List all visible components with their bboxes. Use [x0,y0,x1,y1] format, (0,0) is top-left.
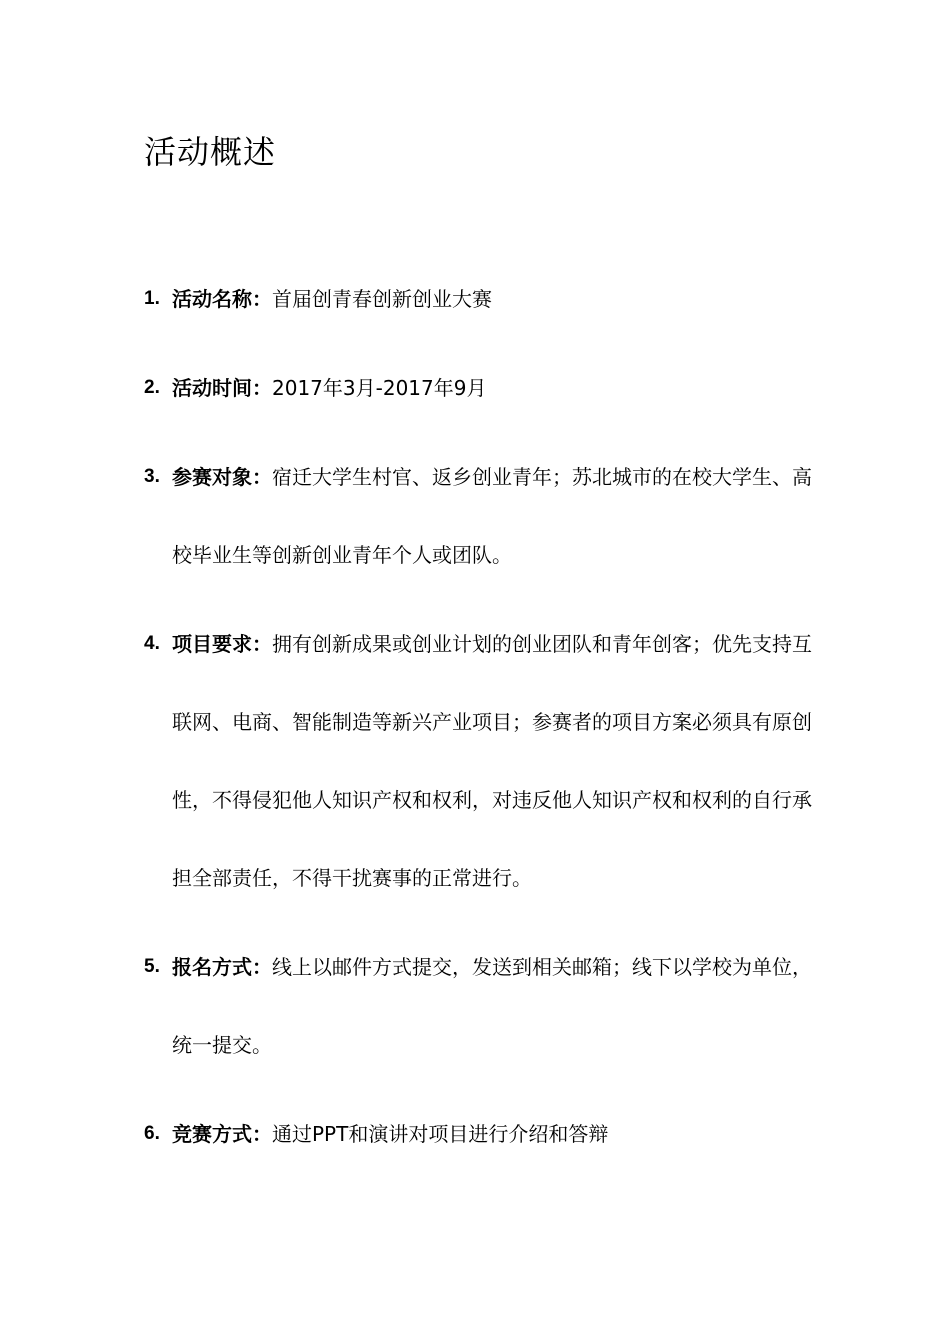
list-item-participants [144,438,814,594]
item-text: 通过PPT和演讲对项目进行介绍和答辩 [272,1122,609,1146]
list-item-registration [144,928,814,1084]
item-label: 报名方式： [172,955,272,979]
list-item-format [144,1095,814,1173]
item-label: 项目要求： [172,632,272,656]
item-number: 1. [144,288,160,309]
item-label: 参赛对象： [172,465,272,489]
item-label: 活动名称： [172,287,272,311]
item-number: 2. [144,377,160,398]
item-label: 活动时间： [172,376,272,400]
item-text: 拥有创新成果或创业计划的创业团队和青年创客；优先支持互联网、电商、智能制造等新兴产业项目；参赛者的项目方案必须具有原创性，不得侵犯他人知识产权和权利，对违反他人知识产权和权利的自行承担全部责任，不得干扰赛事的正常进行。 [172,632,812,890]
item-number: 3. [144,466,160,487]
list-item-requirements [144,605,814,917]
item-number: 6. [144,1123,160,1144]
item-text: 首届创青春创新创业大赛 [272,287,492,311]
item-text: 2017年3月-2017年9月 [272,376,487,400]
list-item-name [144,260,814,338]
item-text: 线上以邮件方式提交，发送到相关邮箱；线下以学校为单位，统一提交。 [172,955,812,1057]
item-number: 5. [144,956,160,977]
list-item-time [144,349,814,427]
item-label: 竞赛方式： [172,1122,272,1146]
overview-list [144,260,814,1173]
item-number: 4. [144,633,160,654]
item-text: 宿迁大学生村官、返乡创业青年；苏北城市的在校大学生、高校毕业生等创新创业青年个人或团队。 [172,465,812,567]
page-title: 活动概述 [144,133,277,171]
